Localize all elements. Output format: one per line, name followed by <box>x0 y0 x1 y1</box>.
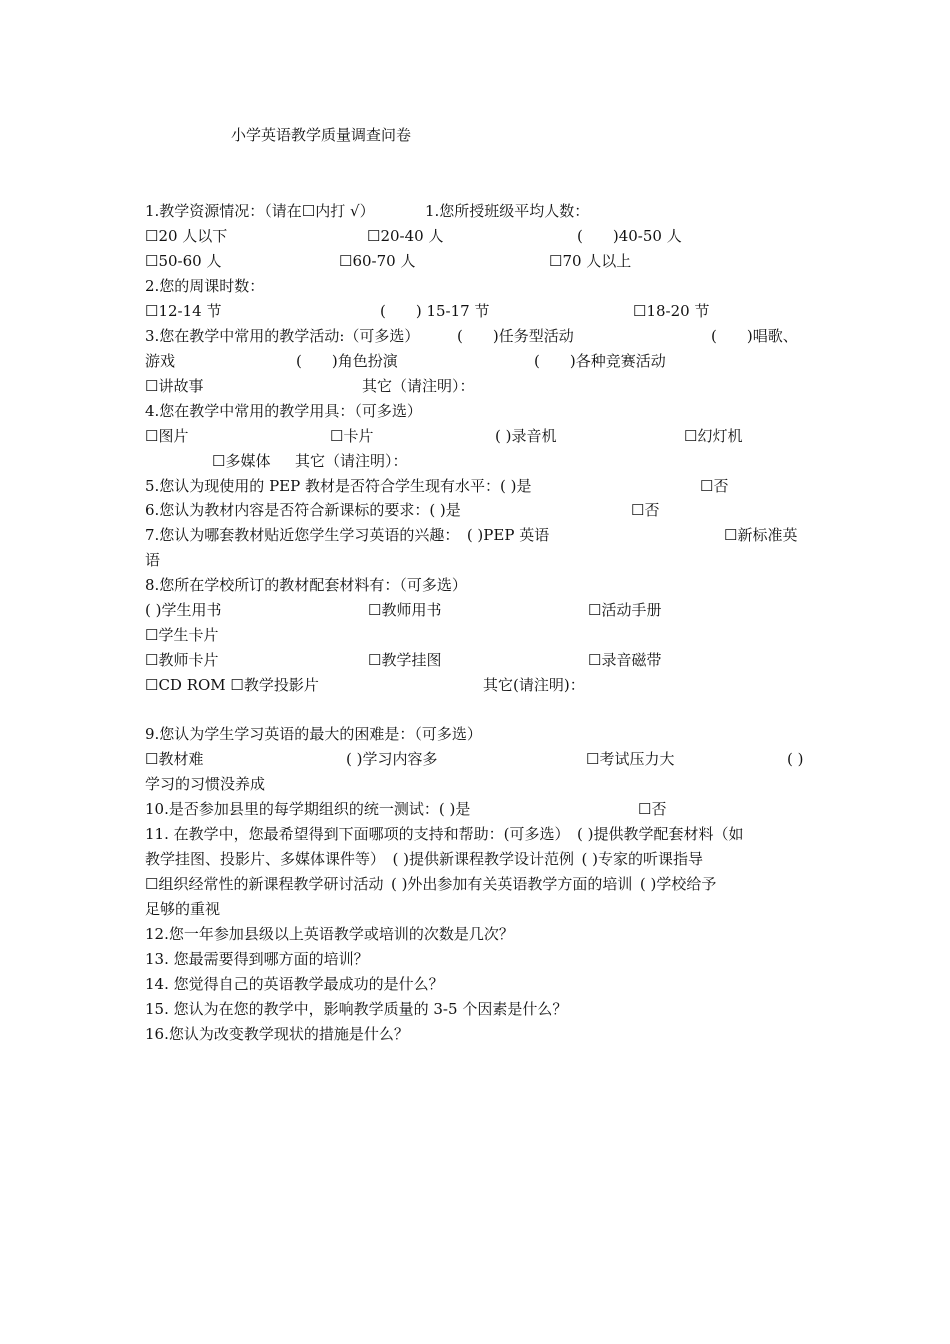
q3-option: ( )角色扮演 <box>296 352 398 370</box>
q7-option-cont: 语 <box>145 551 161 569</box>
q11-line: ☐组织经常性的新课程教学研讨活动 ( )外出参加有关英语教学方面的培训 ( )学校给予 <box>145 875 717 893</box>
q10-prompt: 10.是否参加县里的每学期组织的统一测试：( )是 <box>145 800 471 818</box>
q1-option: ☐20 人以下 <box>145 227 228 245</box>
q4-other: 其它（请注明）： <box>295 452 408 470</box>
q11-line: 足够的重视 <box>145 900 221 918</box>
q3-other: 其它（请注明）： <box>362 377 475 395</box>
q1-option: ☐20-40 人 <box>367 227 444 245</box>
q2-option: ☐18-20 节 <box>633 302 710 320</box>
q3-option: ( )任务型活动 <box>457 327 574 345</box>
q4-option: ☐多媒体 <box>212 452 271 470</box>
q7-option: ☐新标准英 <box>724 526 798 544</box>
q8-option: ( )学生用书 <box>145 601 222 619</box>
q2-prompt: 2.您的周课时数： <box>145 277 265 295</box>
q3-option-cont: 游戏 <box>145 352 176 370</box>
q8-option: ☐教师卡片 <box>145 651 219 669</box>
q8-option: ☐教学挂图 <box>368 651 442 669</box>
q9-option-cont: 学习的习惯没养成 <box>145 775 266 793</box>
q3-prompt: 3.您在教学中常用的教学活动:（可多选） <box>145 327 420 345</box>
q8-option: ☐CD ROM ☐教学投影片 <box>145 676 319 694</box>
q4-option: ☐卡片 <box>330 427 374 445</box>
q3-option: ☐讲故事 <box>145 377 204 395</box>
page-title: 小学英语教学质量调查问卷 <box>231 126 412 144</box>
q2-option: ( ) 15-17 节 <box>380 302 490 320</box>
q1-sub-prompt: 1.您所授班级平均人数： <box>425 202 590 220</box>
q13-prompt: 13. 您最需要得到哪方面的培训？ <box>145 950 369 968</box>
q1-option: ☐70 人以上 <box>549 252 632 270</box>
q9-option: ( ) <box>787 750 804 768</box>
q6-option-no: ☐否 <box>631 501 660 519</box>
q5-prompt: 5.您认为现使用的 PEP 教材是否符合学生现有水平：( )是 <box>145 477 532 495</box>
q6-prompt: 6.您认为教材内容是否符合新课标的要求：( )是 <box>145 501 461 519</box>
q9-prompt: 9.您认为学生学习英语的最大的困难是：（可多选） <box>145 725 482 743</box>
q4-prompt: 4.您在教学中常用的教学用具：（可多选） <box>145 402 422 420</box>
q14-prompt: 14. 您觉得自己的英语教学最成功的是什么？ <box>145 975 444 993</box>
q11-line: 教学挂图、投影片、多媒体课件等） ( )提供新课程教学设计范例 ( )专家的听课指导 <box>145 850 703 868</box>
q8-option: ☐活动手册 <box>588 601 662 619</box>
q4-option: ☐图片 <box>145 427 189 445</box>
q9-option: ☐教材难 <box>145 750 204 768</box>
q12-prompt: 12.您一年参加县级以上英语教学或培训的次数是几次？ <box>145 925 514 943</box>
q9-option: ☐考试压力大 <box>586 750 675 768</box>
q10-option-no: ☐否 <box>638 800 667 818</box>
q8-prompt: 8.您所在学校所订的教材配套材料有：（可多选） <box>145 576 467 594</box>
q1-option: ☐60-70 人 <box>339 252 416 270</box>
q8-option: ☐录音磁带 <box>588 651 662 669</box>
q4-option: ☐幻灯机 <box>684 427 743 445</box>
q9-option: ( )学习内容多 <box>346 750 438 768</box>
q1-option: ☐50-60 人 <box>145 252 222 270</box>
q11-line: 11. 在教学中，您最希望得到下面哪项的支持和帮助：(可多选） ( )提供教学配套材料（如 <box>145 825 744 843</box>
q4-option: ( )录音机 <box>495 427 557 445</box>
q1-option: ( )40-50 人 <box>577 227 682 245</box>
q8-other: 其它(请注明)： <box>483 676 585 694</box>
q2-option: ☐12-14 节 <box>145 302 222 320</box>
q3-option: ( )各种竞赛活动 <box>534 352 666 370</box>
q1-prompt: 1.教学资源情况：（请在☐内打 √） <box>145 202 375 220</box>
q5-option-no: ☐否 <box>700 477 729 495</box>
q8-option: ☐教师用书 <box>368 601 442 619</box>
q15-prompt: 15. 您认为在您的教学中，影响教学质量的 3-5 个因素是什么？ <box>145 1000 568 1018</box>
q7-prompt: 7.您认为哪套教材贴近您学生学习英语的兴趣： ( )PEP 英语 <box>145 526 550 544</box>
q3-option: ( )唱歌、 <box>711 327 798 345</box>
q16-prompt: 16.您认为改变教学现状的措施是什么？ <box>145 1025 409 1043</box>
q8-option: ☐学生卡片 <box>145 626 219 644</box>
